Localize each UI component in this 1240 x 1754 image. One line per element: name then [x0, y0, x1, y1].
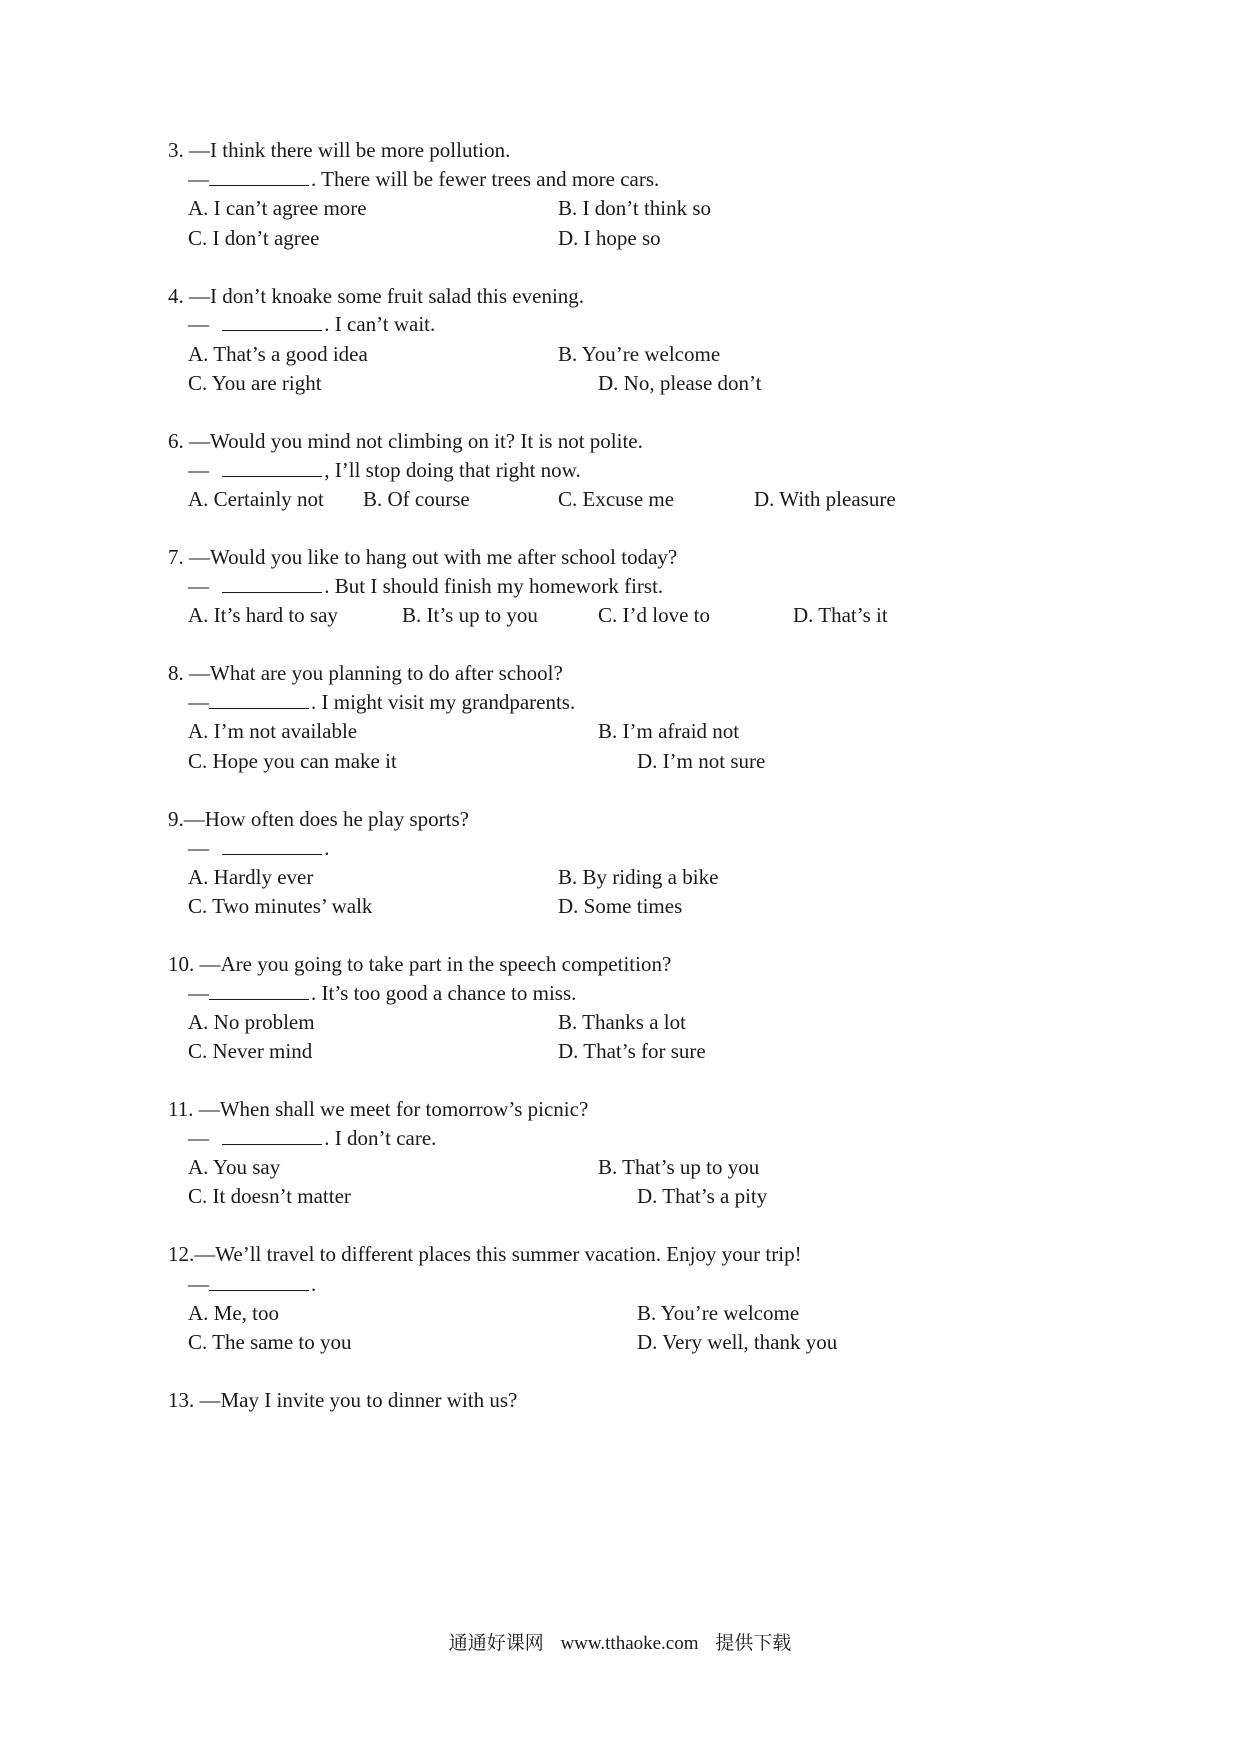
response-line: — . It’s too good a chance to miss.	[188, 981, 577, 1005]
response-line: — , I’ll stop doing that right now.	[188, 458, 581, 482]
option-b: B. I’m afraid not	[598, 719, 740, 743]
option-d: D. Some times	[558, 894, 683, 918]
option-c: C. The same to you	[188, 1330, 352, 1354]
footer-url: www.tthaoke.com	[560, 1633, 699, 1654]
answer-blank	[222, 836, 322, 855]
response-line: — . But I should finish my homework first.	[188, 574, 664, 598]
option-b: B. I don’t think so	[558, 196, 712, 220]
question-stem: 4. —I don’t knoake some fruit salad this evening.	[168, 284, 585, 308]
option-c: C. I don’t agree	[188, 226, 320, 250]
answer-blank	[209, 981, 309, 1000]
question-stem: 11. —When shall we meet for tomorrow’s picnic?	[168, 1097, 589, 1121]
question-stem: 6. —Would you mind not climbing on it? It is not polite.	[168, 429, 643, 453]
option-c: C. Two minutes’ walk	[188, 894, 373, 918]
option-a: A. I’m not available	[188, 719, 358, 743]
response-line: — .	[188, 1272, 317, 1296]
option-b: B. By riding a bike	[558, 865, 719, 889]
question-stem: 13. —May I invite you to dinner with us?	[168, 1388, 518, 1412]
option-d: D. That’s it	[793, 603, 888, 627]
option-c: C. Excuse me	[558, 487, 675, 511]
option-a: A. No problem	[188, 1010, 315, 1034]
option-a: A. I can’t agree more	[188, 196, 367, 220]
option-a: A. Hardly ever	[188, 865, 314, 889]
question-stem: 12.—We’ll travel to different places this summer vacation. Enjoy your trip!	[168, 1242, 802, 1266]
answer-blank	[209, 1272, 309, 1291]
option-d: D. With pleasure	[754, 487, 896, 511]
option-b: B. That’s up to you	[598, 1155, 760, 1179]
option-a: A. It’s hard to say	[188, 603, 338, 627]
option-c: C. You are right	[188, 371, 322, 395]
response-line: — . I don’t care.	[188, 1126, 437, 1150]
option-d: D. I hope so	[558, 226, 661, 250]
answer-blank	[222, 458, 322, 477]
response-line: — . I can’t wait.	[188, 312, 436, 336]
response-line: — . There will be fewer trees and more cars.	[188, 167, 660, 191]
option-d: D. That’s for sure	[558, 1039, 706, 1063]
option-c: C. It doesn’t matter	[188, 1184, 351, 1208]
answer-blank	[222, 1126, 322, 1145]
answer-blank	[209, 167, 309, 186]
option-b: B. You’re welcome	[558, 342, 721, 366]
option-a: A. Me, too	[188, 1301, 279, 1325]
option-d: D. That’s a pity	[637, 1184, 768, 1208]
question-stem: 10. —Are you going to take part in the speech competition?	[168, 952, 672, 976]
option-d: D. Very well, thank you	[637, 1330, 838, 1354]
option-b: B. Of course	[363, 487, 470, 511]
answer-blank	[222, 574, 322, 593]
option-c: C. Hope you can make it	[188, 749, 397, 773]
answer-blank	[209, 690, 309, 709]
option-c: C. I’d love to	[598, 603, 710, 627]
footer-site-name: 通通好课网	[448, 1633, 544, 1654]
question-stem: 9.—How often does he play sports?	[168, 807, 469, 831]
option-d: D. No, please don’t	[598, 371, 762, 395]
answer-blank	[222, 312, 322, 331]
question-stem: 3. —I think there will be more pollution.	[168, 138, 511, 162]
option-d: D. I’m not sure	[637, 749, 766, 773]
option-b: B. It’s up to you	[402, 603, 538, 627]
option-c: C. Never mind	[188, 1039, 313, 1063]
response-line: — .	[188, 836, 330, 860]
option-a: A. That’s a good idea	[188, 342, 368, 366]
option-a: A. Certainly not	[188, 487, 324, 511]
response-line: — . I might visit my grandparents.	[188, 690, 576, 714]
option-b: B. You’re welcome	[637, 1301, 800, 1325]
option-a: A. You say	[188, 1155, 281, 1179]
question-stem: 7. —Would you like to hang out with me after school today?	[168, 545, 678, 569]
option-b: B. Thanks a lot	[558, 1010, 686, 1034]
question-stem: 8. —What are you planning to do after school?	[168, 661, 563, 685]
footer-note: 提供下载	[715, 1633, 792, 1654]
page-footer	[0, 1632, 1240, 1656]
